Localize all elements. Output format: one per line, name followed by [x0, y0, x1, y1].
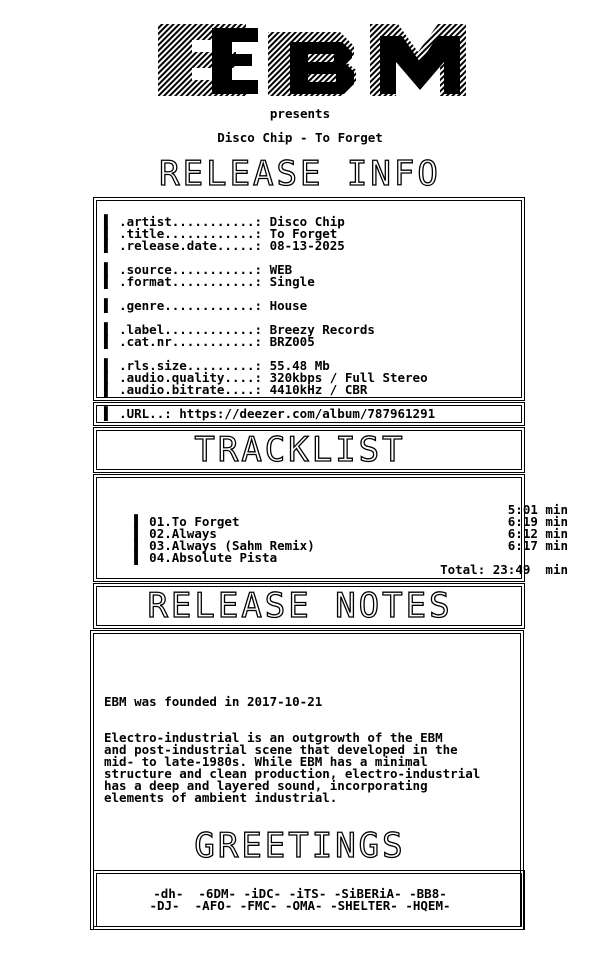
field-source: ▌ .source...........: WEB: [104, 264, 292, 276]
greetings-line: -DJ- -AFO- -FMC- -OMA- -SHELTER- -HQEM-: [149, 898, 451, 913]
notes-line: Electro-industrial is an outgrowth of the EBM: [104, 730, 443, 745]
ebm-logo: [150, 18, 470, 100]
notes-line: has a deep and layered sound, incorporating: [104, 778, 428, 793]
field-format: ▌ .format...........: Single: [104, 276, 315, 288]
release-line: Disco Chip - To Forget: [217, 130, 383, 145]
greetings-line: -dh- -6DM- -iDC- -iTS- -SiBERiA- -BB8-: [153, 886, 447, 901]
notes-line: elements of ambient industrial.: [104, 790, 338, 805]
founded-line: EBM was founded in 2017-10-21: [104, 694, 323, 709]
presents-text: presents: [269, 106, 331, 121]
field-genre: ▌ .genre............: House: [104, 300, 307, 312]
notes-line: structure and clean production, electro-industrial: [104, 766, 481, 781]
field-rls-size: ▌ .rls.size.........: 55.48 Mb: [104, 360, 330, 372]
field-title: ▌ .title............: To Forget: [104, 228, 337, 240]
track-duration: 6:12 min: [507, 526, 568, 541]
tracklist-total: Total: 23:49 min: [440, 562, 568, 577]
greetings-heading: GREETINGS: [194, 826, 406, 866]
notes-line: and post-industrial scene that developed in the: [104, 742, 458, 757]
track-duration: 6:19 min: [507, 514, 568, 529]
field-cat-nr: ▌ .cat.nr...........: BRZ005: [104, 336, 315, 348]
field-label: ▌ .label............: Breezy Records: [104, 324, 375, 336]
track-duration: 5:01 min: [507, 502, 568, 517]
track-title: ▌ 03.Always (Sahm Remix): [134, 538, 315, 553]
field-release-date: ▌ .release.date.....: 08-13-2025: [104, 240, 345, 252]
track-title: ▌ 04.Absolute Pista: [134, 550, 277, 565]
release-notes-heading: RELEASE NOTES: [147, 586, 453, 626]
field-audio-quality: ▌ .audio.quality....: 320kbps / Full Stereo: [104, 372, 428, 384]
tracklist-heading: TRACKLIST: [194, 430, 406, 470]
track-title: ▌ 02.Always: [134, 526, 217, 541]
album-url[interactable]: ▌ .URL..: https://deezer.com/album/787961291: [104, 408, 435, 420]
field-artist: ▌ .artist...........: Disco Chip: [104, 216, 345, 228]
field-audio-bitrate: ▌ .audio.bitrate....: 4410kHz / CBR: [104, 384, 367, 396]
notes-line: mid- to late-1980s. While EBM has a minimal: [104, 754, 428, 769]
track-title: ▌ 01.To Forget: [134, 514, 239, 529]
track-duration: 6:17 min: [507, 538, 568, 553]
release-info-heading: RELEASE INFO: [159, 154, 441, 194]
